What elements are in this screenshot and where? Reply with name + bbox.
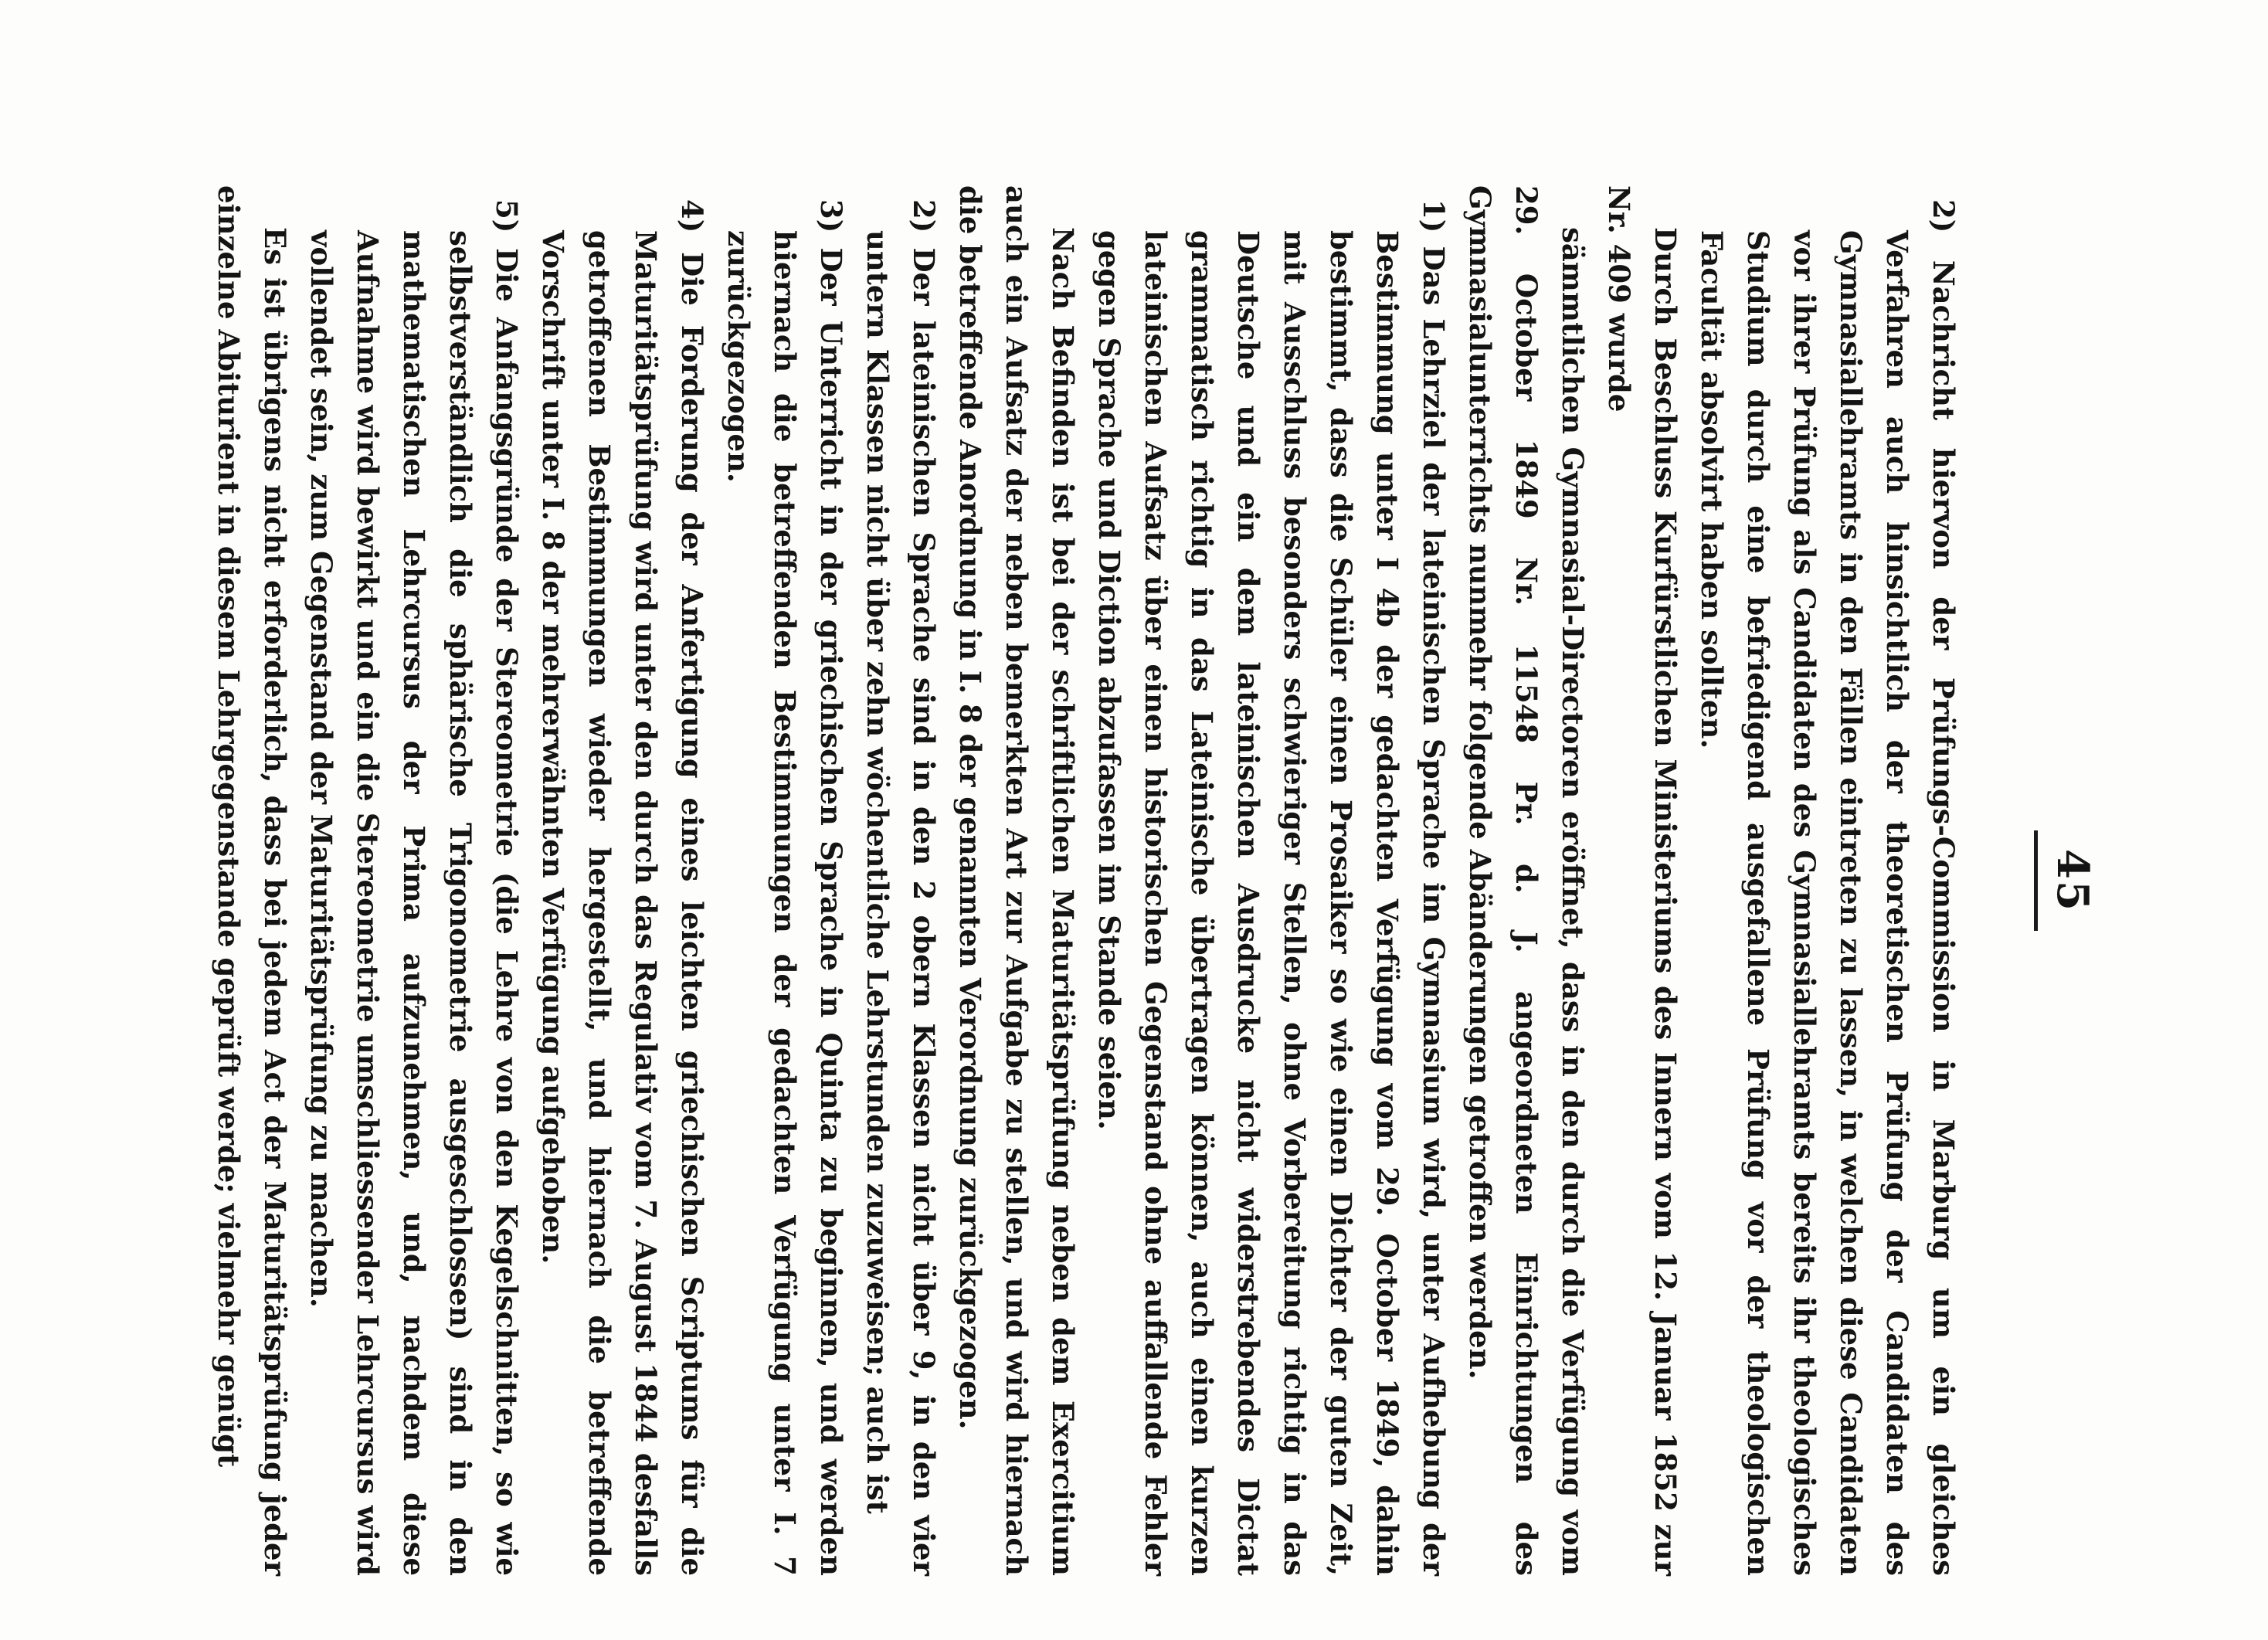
paragraph-decree-intro: Durch Beschluss Kurfürstlichen Ministeriums des Innern vom 12. Januar 1852 zur Nr. 409 wurde bbox=[1602, 185, 1682, 1576]
paragraph-item-1-latin-goal: 1) Das Lehrziel der lateinischen Sprache im Gymnasium wird, unter Aufhebung der Bestimmung unter I 4b der gedachten Verfügung vom 29. October 1849, dahin bestimmt, dass die Schüler einen Prosaiker so wie einen Dichter der guten Zeit, mit Ausschluss besonders schwieriger Stellen, ohne Vorbereitung richtig in das Deutsche und ein dem lateinischen Ausdrucke nicht widerstrebendes Dictat grammatisch richtig in das Lateinische übertragen können, auch einen kurzen lateinischen Aufsatz über einen historischen Gegenstand ohne auffallende Fehler gegen Sprache und Diction abzufassen im Stande seien. bbox=[1092, 199, 1451, 1576]
paragraph-item-2-latin-hours: 2) Der lateinischen Sprache sind in den 2 obern Klassen nicht über 9, in den vier untern Klassen nicht über zehn wöchentliche Lehrstunden zuzuweisen; auch ist bbox=[861, 199, 941, 1576]
paragraph-written-exam: Nach Befinden ist bei der schriftlichen Maturitätsprüfung neben dem Exercitium auch ein Aufsatz der neben bemerkten Art zur Aufgabe zu stellen, und wird hiernach die betreffende Anordnung in I. 8 der genannten Verordnung zurückgezogen. bbox=[953, 185, 1080, 1576]
page-body bbox=[205, 185, 1967, 1576]
rotated-text-block bbox=[198, 185, 2114, 1576]
paragraph-item-5-stereometry: 5) Die Anfangsgründe der Stereometrie (die Lehre von den Kegelschnitten, so wie selbstverständlich die sphärische Trigonometrie ausgeschlossen) sind in den mathematischen Lehrcursus der Prima aufzunehmen, und, nachdem diese Aufnahme wird bewirkt und ein die Stereometrie umschliessender Lehrcursus wird vollendet sein, zum Gegenstand der Maturitätsprüfung zu machen. bbox=[304, 199, 524, 1576]
paragraph-directors-notice: sämmtlichen Gymnasial-Directoren eröffnet, dass in den durch die Verfügung vom 29. October 1849 Nr. 11548 Pr. d. J. angeordneten Einrichtungen des Gymnasialunterrichts nunmehr folgende Abänderungen getroffen werden. bbox=[1463, 185, 1590, 1576]
paragraph-item-4-greek-scriptum: 4) Die Forderung der Anfertigung eines leichten griechischen Scriptums für die Maturitätsprüfung wird unter den durch das Regulativ vom 7. August 1844 desfalls getroffenen Bestimmungen wieder hergestellt, und hiernach die betreffende Vorschrift unter I. 8 der mehrerwähnten Verfügung aufgehoben. bbox=[536, 199, 709, 1576]
paragraph-item-3-greek: 3) Der Unterricht in der griechischen Sprache in Quinta zu beginnen, und werden hiernach die betreffenden Bestimmungen der gedachten Verfügung unter I. 7 zurückgezogen. bbox=[721, 199, 848, 1576]
paragraph-closing: Es ist übrigens nicht erforderlich, dass bei jedem Act der Maturitätsprüfung jeder einzelne Abiturient in diesem Lehrgegenstande geprüft werde; vielmehr genügt bbox=[212, 185, 292, 1576]
header-rule bbox=[2034, 830, 2038, 931]
paragraph-item-2: 2) Nachricht hiervon der Prüfungs-Commission in Marburg um ein gleiches Verfahren auch hinsichtlich der theoretischen Prüfung der Candidaten des Gymnasiallehramts in den Fällen eintreten zu lassen, in welchen diese Candidaten vor ihrer Prüfung als Candidaten des Gymnasiallehramts bereits ihr theologisches Studium durch eine befriedigend ausgefallene Prüfung vor der theologischen Facultät absolvirt haben sollten. bbox=[1695, 199, 1961, 1576]
page-number: 45 bbox=[2047, 849, 2098, 912]
page-header bbox=[1998, 185, 2114, 1576]
